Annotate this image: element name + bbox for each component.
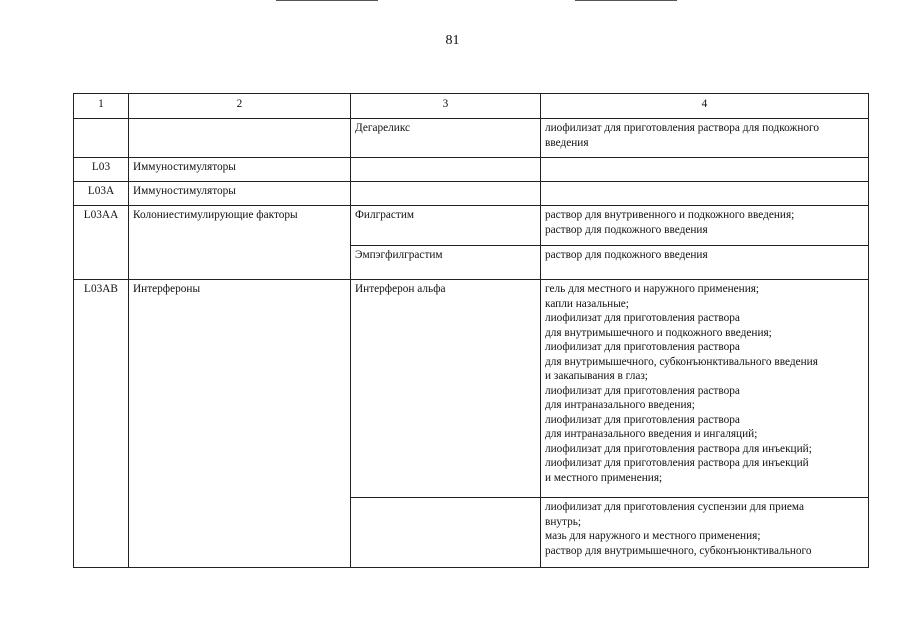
drug-name: Интерферон альфа bbox=[351, 280, 541, 498]
drug-name: Эмпэгфилграстим bbox=[351, 246, 541, 280]
dosage-form bbox=[541, 182, 869, 206]
atc-code: L03A bbox=[74, 182, 129, 206]
group-name: Иммуностимуляторы bbox=[129, 158, 351, 182]
group-name: Колониестимулирующие факторы bbox=[129, 206, 351, 280]
dosage-form: лиофилизат для приготовления суспензии для приема внутрь; мазь для наружного и местного применения; раствор для внутримышечного, субконъюнктивального bbox=[541, 498, 869, 568]
dosage-form: лиофилизат для приготовления раствора для подкожного введения bbox=[541, 119, 869, 158]
group-name: Интерфероны bbox=[129, 280, 351, 568]
dosage-form: раствор для внутривенного и подкожного введения; раствор для подкожного введения bbox=[541, 206, 869, 246]
top-rule-left bbox=[276, 0, 378, 1]
header-col-4: 4 bbox=[541, 94, 869, 119]
table-header-row bbox=[74, 94, 869, 119]
header-col-1: 1 bbox=[74, 94, 129, 119]
dosage-form: гель для местного и наружного применения; капли назальные; лиофилизат для приготовления раствора для внутримышечного и подкожного введения; лиофилизат для приготовления раствора для внутримышечного, субконъюнктивального введения и закапывания в глаз; лиофилизат для приготовления раствора для интраназального введения; лиофилизат для приготовления раствора для интраназального введения и ингаляций; лиофилизат для приготовления раствора для инъекций; лиофилизат для приготовления раствора для инъекций и местного применения; bbox=[541, 280, 869, 498]
drug-name: Филграстим bbox=[351, 206, 541, 246]
group-name bbox=[129, 119, 351, 158]
page-number: 81 bbox=[445, 33, 460, 48]
header-col-3: 3 bbox=[351, 94, 541, 119]
table-row bbox=[74, 158, 869, 182]
table-row bbox=[74, 280, 869, 498]
atc-code: L03 bbox=[74, 158, 129, 182]
header-col-2: 2 bbox=[129, 94, 351, 119]
atc-code: L03AB bbox=[74, 280, 129, 568]
drug-name bbox=[351, 498, 541, 568]
atc-code: L03AA bbox=[74, 206, 129, 280]
dosage-form bbox=[541, 158, 869, 182]
group-name: Иммуностимуляторы bbox=[129, 182, 351, 206]
top-rule-right bbox=[575, 0, 677, 1]
table-row bbox=[74, 206, 869, 246]
table-row bbox=[74, 119, 869, 158]
table-row bbox=[74, 182, 869, 206]
drug-table bbox=[73, 93, 869, 568]
drug-name bbox=[351, 182, 541, 206]
dosage-form: раствор для подкожного введения bbox=[541, 246, 869, 280]
atc-code bbox=[74, 119, 129, 158]
drug-name bbox=[351, 158, 541, 182]
drug-name: Дегареликс bbox=[351, 119, 541, 158]
